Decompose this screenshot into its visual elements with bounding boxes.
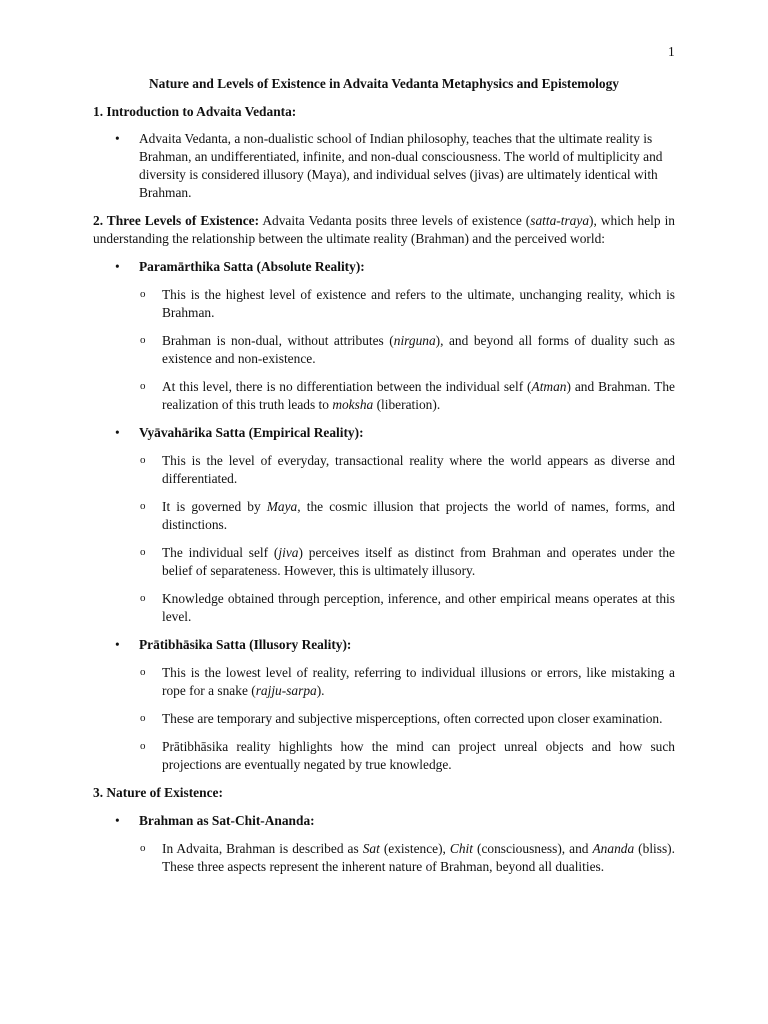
paragraph-text: Brahman is non-dual, without attributes ( — [162, 333, 394, 348]
sub-list-item — [139, 840, 675, 876]
level-heading: • Prātibhāsika Satta (Illusory Reality): — [139, 637, 352, 652]
bullet-list — [93, 812, 675, 876]
sub-list-item — [139, 590, 675, 626]
list-item-pratibhasika — [93, 636, 675, 774]
levels-list — [93, 258, 675, 774]
sanskrit-term: nirguna — [393, 333, 436, 348]
paragraph-text: Knowledge obtained through perception, inference, and other empirical means operates at this level. — [162, 591, 675, 624]
sub-list-item — [139, 452, 675, 488]
sanskrit-term: Chit — [449, 841, 473, 856]
sanskrit-term: moksha — [332, 397, 374, 412]
sanskrit-term: Ananda — [592, 841, 635, 856]
sub-list — [139, 452, 675, 626]
paragraph-text: (existence), — [379, 841, 450, 856]
sub-list-item — [139, 544, 675, 580]
paragraph-text: It is governed by — [162, 499, 267, 514]
sanskrit-term: Atman — [531, 379, 567, 394]
document-body — [93, 75, 675, 886]
paragraph-text: ) perceives itself as distinct from Brahman and operates under the belief of separateness. However, this is ultimately illusory. — [162, 545, 675, 578]
section-nature-of-existence — [93, 784, 675, 876]
paragraph-text: This is the highest level of existence and refers to the ultimate, unchanging reality, which is Brahman. — [162, 287, 675, 320]
sub-list-item — [139, 738, 675, 774]
paragraph-text: ), which help in understanding the relationship between the ultimate reality (Brahman) and the perceived world: — [93, 213, 676, 246]
paragraph-text: This is the lowest level of reality, referring to individual illusions or errors, like mistaking a rope for a snake ( — [162, 665, 675, 698]
sub-list-item — [139, 498, 675, 534]
sub-list — [139, 664, 675, 774]
sub-list-item — [139, 332, 675, 368]
sanskrit-term: Maya — [266, 499, 298, 514]
paragraph-text: In Advaita, Brahman is described as — [162, 841, 363, 856]
section-three-levels — [93, 212, 675, 774]
sub-list-item — [139, 710, 675, 728]
list-item-paramarthika — [93, 258, 675, 414]
section-heading: 2. Three Levels of Existence: — [93, 213, 260, 228]
section-introduction — [93, 103, 675, 202]
sanskrit-term: jiva — [278, 545, 299, 560]
sanskrit-term: satta-traya — [530, 213, 590, 228]
document-title: Nature and Levels of Existence in Advaita Vedanta Metaphysics and Epistemology — [149, 76, 619, 91]
paragraph-text: ) and Brahman. The realization of this truth leads to — [162, 379, 676, 412]
paragraph-text: At this level, there is no differentiation between the individual self ( — [162, 379, 532, 394]
list-item-sat-chit-ananda — [93, 812, 675, 876]
section-heading: 1. Introduction to Advaita Vedanta: — [93, 104, 297, 119]
paragraph-text: Advaita Vedanta posits three levels of existence ( — [259, 213, 531, 228]
paragraph-text: ), and beyond all forms of duality such as existence and non-existence. — [162, 333, 676, 366]
paragraph-text: This is the level of everyday, transactional reality where the world appears as diverse and differentiated. — [162, 453, 675, 486]
page-number: 1 — [668, 44, 675, 59]
section-intro-paragraph — [93, 212, 675, 248]
paragraph-text: (liberation). — [373, 397, 441, 412]
paragraph-text: (consciousness), and — [473, 841, 593, 856]
paragraph-text: These are temporary and subjective misperceptions, often corrected upon closer examination. — [162, 711, 663, 726]
paragraph-text: ). — [316, 683, 325, 698]
bullet-list — [93, 130, 675, 202]
sanskrit-term: Sat — [362, 841, 380, 856]
sub-list-item — [139, 664, 675, 700]
level-heading: • Paramārthika Satta (Absolute Reality): — [139, 259, 365, 274]
list-item-vyavaharika — [93, 424, 675, 626]
paragraph-text: The individual self ( — [162, 545, 279, 560]
paragraph-text: • Advaita Vedanta, a non-dualistic school of Indian philosophy, teaches that the ultimate reality is Brahman, an undifferentiated, infinite, and non-dual consciousness. The world of multiplicity and diversity is considered illusory (Maya), and individual selves (jivas) are ultimately identical with Brahman. — [139, 131, 663, 200]
sub-list-item — [139, 378, 675, 414]
sub-list — [139, 840, 675, 876]
paragraph-text: , the cosmic illusion that projects the world of names, forms, and distinctions. — [162, 499, 675, 532]
sub-list — [139, 286, 675, 414]
list-item — [93, 130, 675, 202]
item-heading: • Brahman as Sat-Chit-Ananda: — [139, 813, 315, 828]
paragraph-text: Prātibhāsika reality highlights how the mind can project unreal objects and how such projections are eventually negated by true knowledge. — [162, 739, 675, 772]
section-heading: 3. Nature of Existence: — [93, 785, 223, 800]
sanskrit-term: rajju-sarpa — [255, 683, 317, 698]
sub-list-item — [139, 286, 675, 322]
paragraph-text: (bliss). These three aspects represent the inherent nature of Brahman, beyond all dualities. — [162, 841, 675, 874]
level-heading: • Vyāvahārika Satta (Empirical Reality): — [139, 425, 364, 440]
